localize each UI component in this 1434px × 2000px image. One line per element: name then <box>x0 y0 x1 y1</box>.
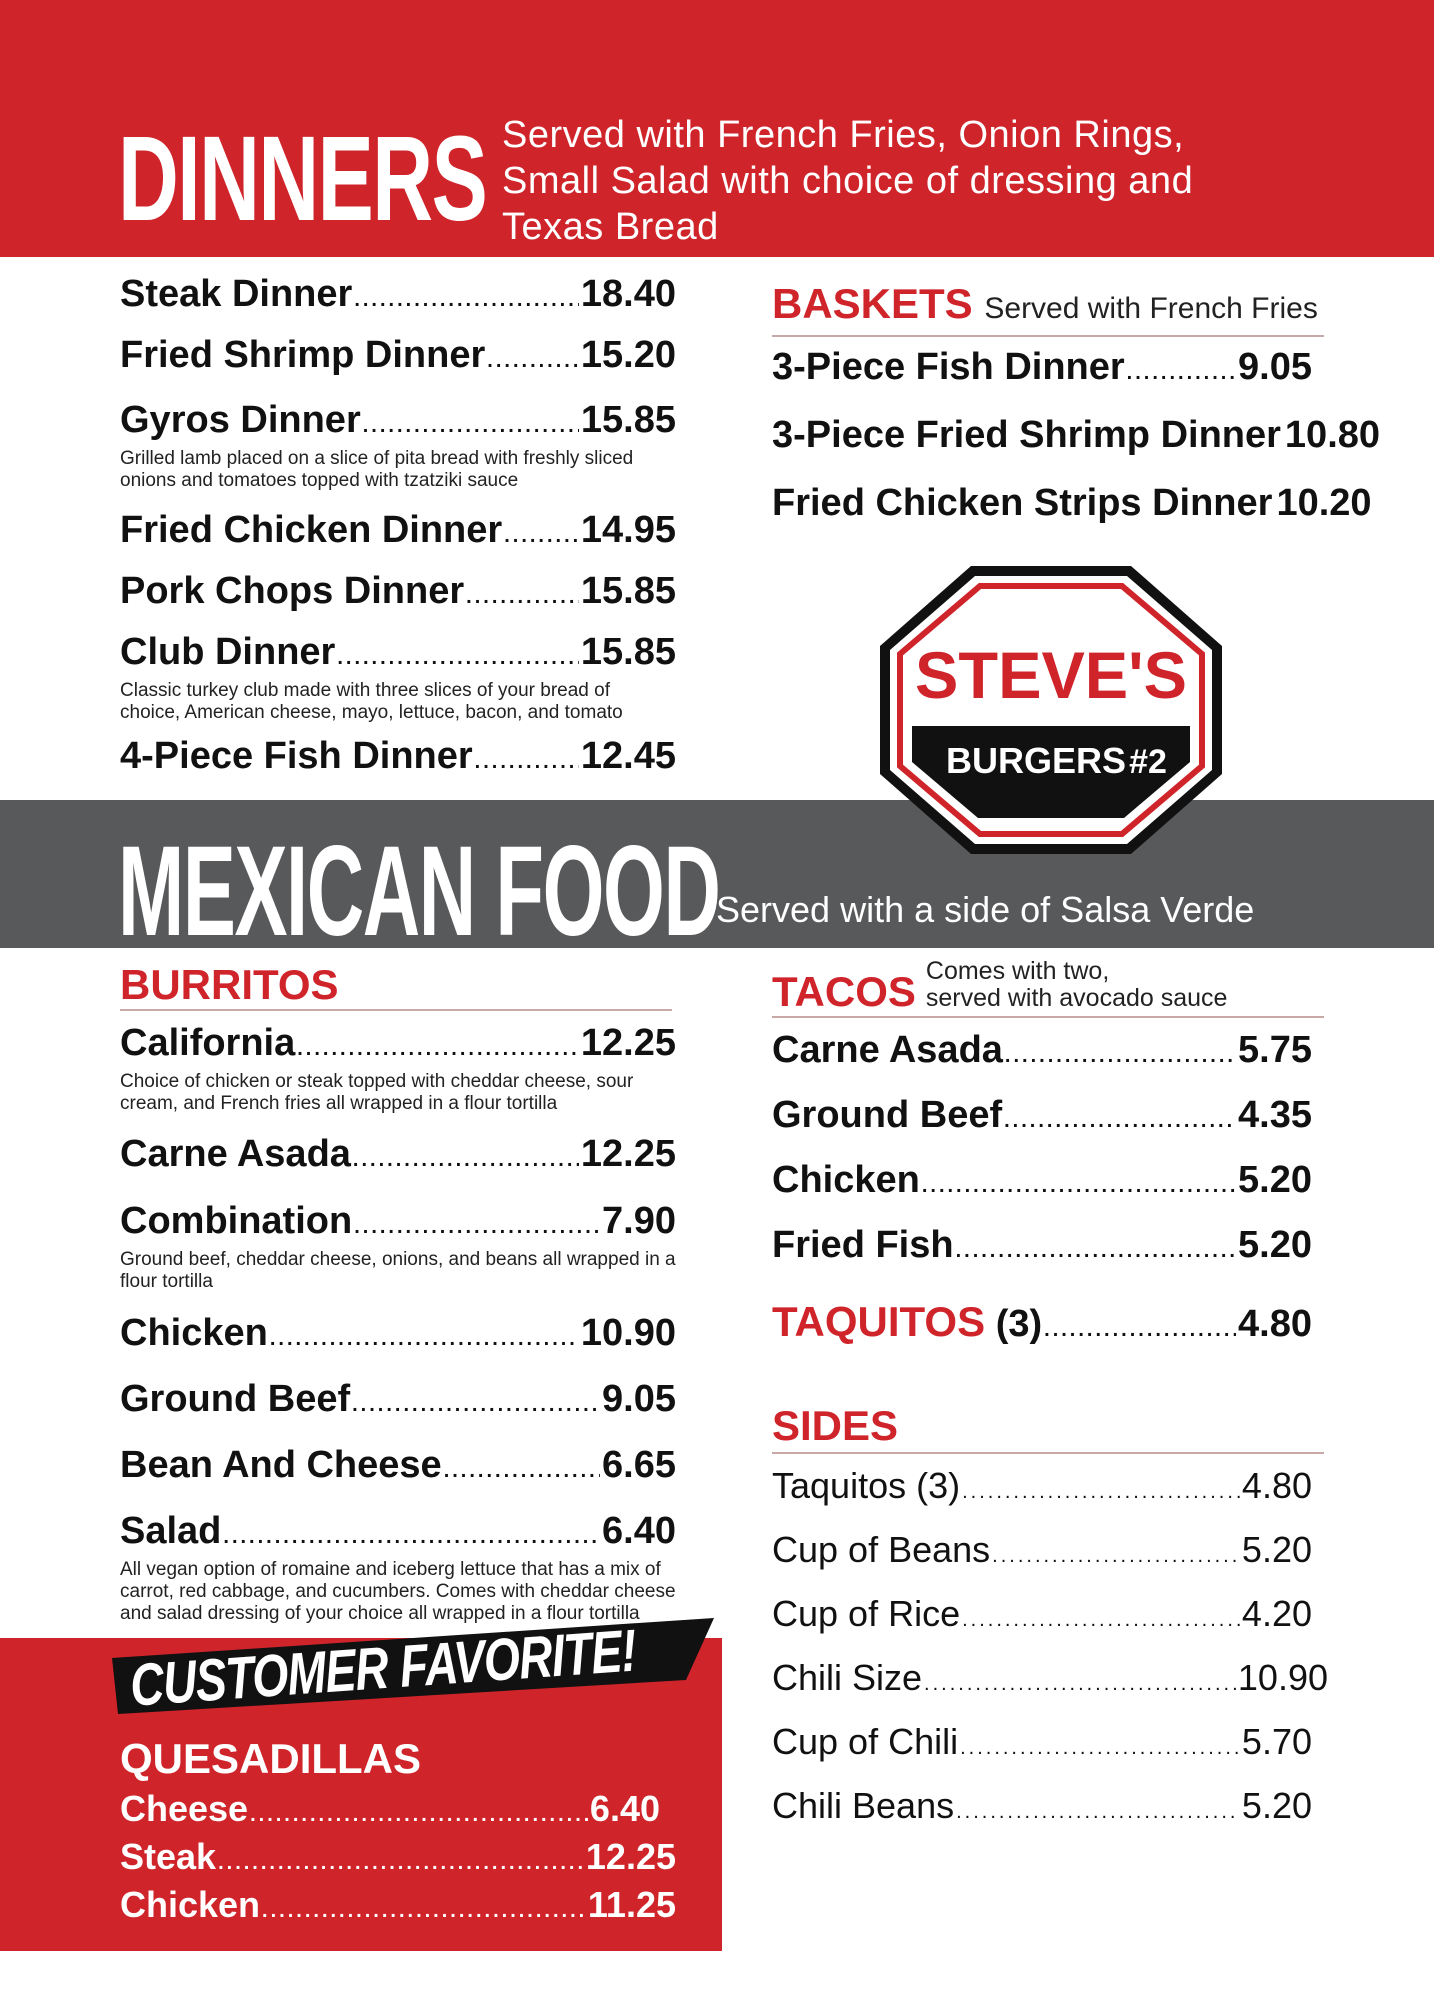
item-name: Combination <box>120 1200 353 1242</box>
menu-item <box>772 1093 1312 1143</box>
taquitos-row <box>772 1300 1312 1352</box>
quesadillas-heading: QUESADILLAS <box>120 1735 422 1782</box>
item-price: 12.25 <box>585 1836 676 1877</box>
item-name: Chili Beans <box>772 1785 955 1826</box>
item-name: Chicken <box>772 1159 920 1201</box>
item-name: Carne Asada <box>120 1133 351 1175</box>
menu-item <box>120 630 676 680</box>
mexican-food-title: MEXICAN FOOD <box>118 820 720 963</box>
menu-item <box>120 333 676 383</box>
menu-item <box>120 1199 676 1249</box>
menu-item <box>120 272 676 322</box>
item-price: 6.40 <box>589 1788 660 1829</box>
tacos-section <box>772 958 1324 1273</box>
item-price: 5.20 <box>1238 1224 1312 1266</box>
item-name: Fried Shrimp Dinner <box>120 334 486 376</box>
item-price: 15.85 <box>580 399 676 441</box>
item-description: Grilled lamb placed on a slice of pita bread with freshly sliced onions and tomatoes topped with tzatziki sauce <box>120 448 634 491</box>
tacos-title: TACOS <box>772 968 916 1015</box>
burritos-section <box>120 963 676 1625</box>
menu-item <box>772 1464 1312 1514</box>
item-price: 10.80 <box>1284 414 1381 456</box>
item-price: 10.90 <box>580 1312 676 1354</box>
item-name: California <box>120 1022 296 1064</box>
customer-favorite-banner: CUSTOMER FAVORITE! <box>128 1617 639 1719</box>
menu-item <box>120 569 676 619</box>
menu-item <box>772 1158 1312 1208</box>
item-name: 3-Piece Fried Shrimp Dinner <box>772 414 1281 456</box>
item-price: 12.25 <box>580 1133 676 1175</box>
item-name: Chicken <box>120 1884 261 1925</box>
menu-item <box>772 1720 1312 1770</box>
item-description: All vegan option of romaine and iceberg lettuce that has a mix of carrot, red cabbage, and cucumbers. Comes with cheddar cheese and salad dressing of your choice all wrapped in a flour tortilla <box>120 1559 676 1624</box>
menu-item <box>120 1836 676 1884</box>
baskets-subtitle: Served with French Fries <box>984 292 1318 325</box>
sides-list <box>772 1464 1328 1834</box>
item-price: 5.70 <box>1241 1721 1312 1762</box>
item-price: 4.20 <box>1241 1593 1312 1634</box>
item-name: Chicken <box>120 1312 268 1354</box>
item-name: Ground Beef <box>120 1378 351 1420</box>
item-name: Steak <box>120 1836 217 1877</box>
menu-item <box>120 1788 660 1836</box>
item-name: Cup of Rice <box>772 1593 961 1634</box>
baskets-title: BASKETS <box>772 280 973 327</box>
item-price: 5.20 <box>1241 1529 1312 1570</box>
item-price: 12.25 <box>580 1022 676 1064</box>
taquitos-label <box>772 1300 1042 1346</box>
item-price: 9.05 <box>602 1378 676 1420</box>
item-price: 10.20 <box>1276 482 1372 524</box>
item-name: Club Dinner <box>120 631 336 673</box>
item-price: 9.05 <box>1238 346 1312 388</box>
burritos-heading: BURRITOS <box>120 961 339 1008</box>
logo-wordmark: STEVE'S <box>915 638 1187 712</box>
baskets-section <box>772 280 1381 531</box>
menu-item <box>772 1656 1328 1706</box>
item-price: 15.85 <box>580 570 676 612</box>
item-name: Cheese <box>120 1788 249 1829</box>
tacos-subtitle <box>926 958 1228 1012</box>
menu-item <box>772 1528 1312 1578</box>
taquitos-qty: (3) <box>995 1303 1043 1345</box>
section-divider <box>772 335 1324 337</box>
item-name: Cup of Chili <box>772 1721 959 1762</box>
item-description: Choice of chicken or steak topped with cheddar cheese, sour cream, and French fries all wrapped in a flour tortilla <box>120 1071 634 1114</box>
item-price: 6.40 <box>602 1510 676 1552</box>
item-name: Fried Chicken Dinner <box>120 509 503 551</box>
menu-item <box>772 1223 1312 1273</box>
item-price: 15.20 <box>580 334 676 376</box>
item-name: Pork Chops Dinner <box>120 570 465 612</box>
logo-burgers: BURGERS <box>945 740 1127 781</box>
tacos-subtitle-line1: Comes with two, <box>925 957 1110 985</box>
steves-burgers-logo <box>876 562 1226 858</box>
item-price: 12.45 <box>580 735 676 777</box>
tacos-heading <box>772 957 1324 1015</box>
menu-item <box>772 1592 1312 1642</box>
logo-number: #2 <box>1129 743 1167 781</box>
item-price: 4.35 <box>1238 1094 1312 1136</box>
item-price: 15.85 <box>580 631 676 673</box>
menu-item <box>772 1028 1312 1078</box>
menu-item <box>120 734 676 784</box>
dinners-list <box>120 272 676 784</box>
section-divider <box>772 1016 1324 1018</box>
item-price: 5.20 <box>1241 1785 1312 1826</box>
item-name: Cup of Beans <box>772 1529 991 1570</box>
item-price: 14.95 <box>580 509 676 551</box>
item-name: 3-Piece Fish Dinner <box>772 346 1125 388</box>
menu-item <box>120 1021 676 1071</box>
item-name: Taquitos (3) <box>772 1465 961 1506</box>
dinners-subtitle: Served with French Fries, Onion Rings, Small Salad with choice of dressing and Texas Bread <box>502 114 1194 248</box>
menu-item <box>772 345 1312 395</box>
item-description: Classic turkey club made with three slices of your bread of choice, American cheese, mayo, lettuce, bacon, and tomato <box>120 680 623 723</box>
menu-item <box>120 1311 676 1361</box>
menu-item <box>120 1509 676 1559</box>
sides-section <box>772 1402 1328 1834</box>
tacos-subtitle-line2: served with avocado sauce <box>925 984 1228 1012</box>
item-description: Ground beef, cheddar cheese, onions, and beans all wrapped in a flour tortilla <box>120 1249 676 1292</box>
taquitos-title: TAQUITOS <box>772 1298 986 1345</box>
menu-item <box>120 1443 676 1493</box>
section-divider <box>772 1452 1324 1454</box>
item-name: Chili Size <box>772 1657 923 1698</box>
menu-item <box>120 398 676 448</box>
item-price: 10.90 <box>1237 1657 1328 1698</box>
sides-heading: SIDES <box>772 1402 899 1449</box>
item-price: 11.25 <box>587 1884 676 1925</box>
menu-item <box>120 1377 676 1427</box>
item-name: Fried Chicken Strips Dinner <box>772 482 1273 524</box>
item-price: 5.20 <box>1238 1159 1312 1201</box>
menu-item <box>120 1132 676 1182</box>
item-name: Gyros Dinner <box>120 399 361 441</box>
item-price: 5.75 <box>1238 1029 1312 1071</box>
taquitos-price: 4.80 <box>1238 1303 1312 1345</box>
item-name: Steak Dinner <box>120 273 353 315</box>
tacos-list <box>772 1028 1312 1273</box>
item-price: 4.80 <box>1241 1465 1312 1506</box>
menu-item <box>772 1784 1312 1834</box>
dinners-title: DINNERS <box>118 110 487 246</box>
item-name: Ground Beef <box>772 1094 1003 1136</box>
item-name: Carne Asada <box>772 1029 1003 1071</box>
menu-item <box>120 1884 676 1932</box>
section-divider <box>120 1009 672 1011</box>
menu-item <box>772 413 1381 463</box>
item-price: 18.40 <box>580 273 676 315</box>
item-price: 7.90 <box>602 1200 676 1242</box>
menu-item <box>772 481 1372 531</box>
baskets-heading <box>772 282 1324 331</box>
item-name: 4-Piece Fish Dinner <box>120 735 473 777</box>
mexican-food-subtitle: Served with a side of Salsa Verde <box>716 889 1255 930</box>
item-name: Salad <box>120 1510 222 1552</box>
item-name: Fried Fish <box>772 1224 954 1266</box>
menu-item <box>120 508 676 558</box>
quesadillas-list <box>120 1788 676 1932</box>
item-price: 6.65 <box>602 1444 676 1486</box>
item-name: Bean And Cheese <box>120 1444 442 1486</box>
